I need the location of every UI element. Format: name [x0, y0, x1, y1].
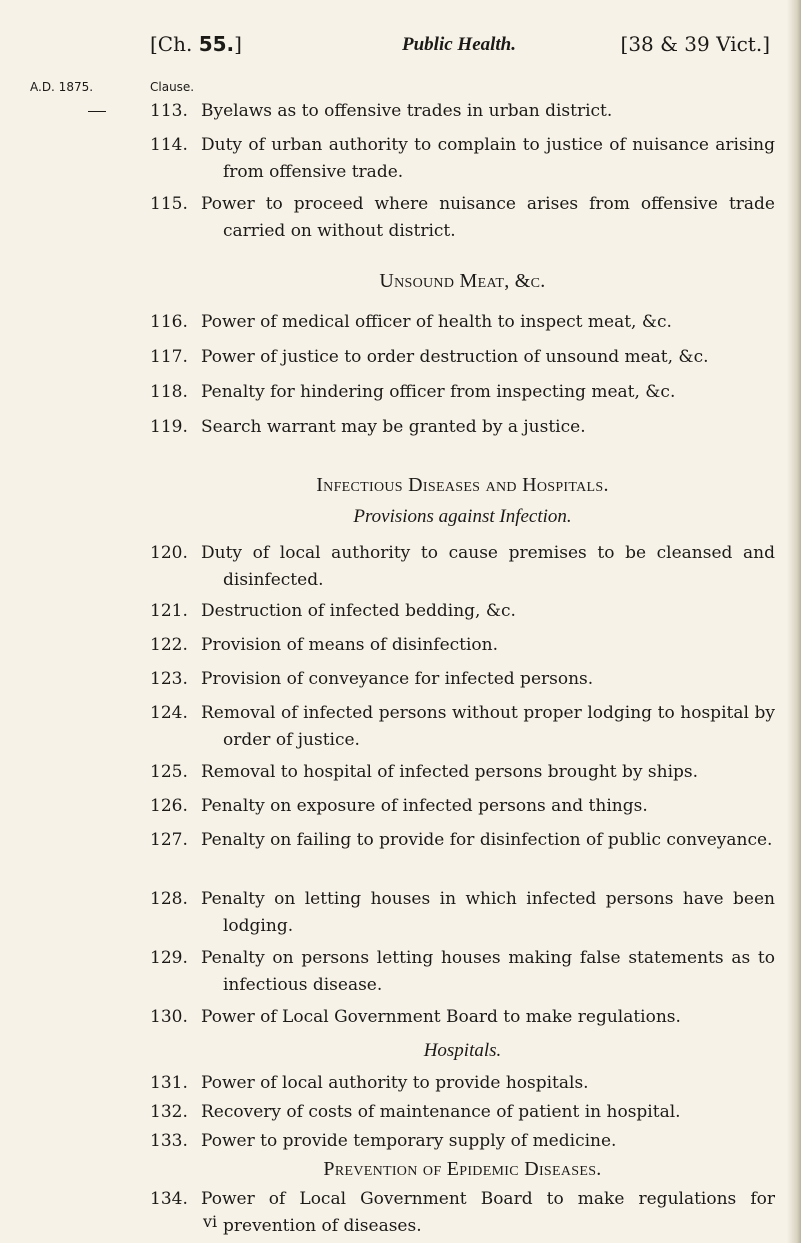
- clause-entry: [150, 1004, 775, 1031]
- clause-text: Power of justice to order destruction of unsound meat, &c.: [201, 347, 709, 367]
- clause-text: Search warrant may be granted by a justice.: [201, 417, 586, 437]
- clause-text: Power to provide temporary supply of medicine.: [201, 1131, 617, 1151]
- clause-entry: [150, 1099, 775, 1126]
- clause-column-label: Clause.: [150, 80, 195, 94]
- clause-number: 134.: [150, 1189, 188, 1209]
- clause-text: Penalty on persons letting houses making false statements as to infectious disease.: [201, 948, 775, 995]
- clause-entry: [150, 1128, 775, 1155]
- section-heading: Prevention of Epidemic Diseases.: [323, 1158, 602, 1180]
- clause-text: Power of medical officer of health to inspect meat, &c.: [201, 312, 672, 332]
- clause-text: Power to proceed where nuisance arises from offensive trade carried on without district.: [201, 194, 775, 241]
- section-subheading: Hospitals.: [423, 1040, 502, 1061]
- clause-text: Duty of local authority to cause premises to be cleansed and disinfected.: [201, 543, 775, 590]
- clause-number: 113.: [150, 101, 188, 121]
- section-heading: Infectious Diseases and Hospitals.: [316, 474, 609, 496]
- clause-text: Duty of urban authority to complain to justice of nuisance arising from offensive trade.: [201, 135, 775, 182]
- section-heading: Unsound Meat, &c.: [379, 270, 546, 292]
- clause-number: 128.: [150, 889, 188, 909]
- clause-entry: [150, 827, 775, 854]
- clause-number: 123.: [150, 669, 188, 689]
- clause-entry: [150, 540, 775, 594]
- clause-number: 132.: [150, 1102, 188, 1122]
- clause-entry: [150, 700, 775, 754]
- clause-number: 126.: [150, 796, 188, 816]
- clause-text: Byelaws as to offensive trades in urban district.: [201, 101, 613, 121]
- clause-entry: [150, 98, 775, 125]
- clause-entry: [150, 759, 775, 786]
- clause-entry: [150, 379, 775, 406]
- clause-text: Provision of means of disinfection.: [201, 635, 499, 655]
- clause-number: 129.: [150, 948, 188, 968]
- clause-number: 115.: [150, 194, 188, 214]
- clause-number: 124.: [150, 703, 188, 723]
- page-folio: vi: [203, 1212, 218, 1231]
- clause-text: Power of local authority to provide hospitals.: [201, 1073, 589, 1093]
- clause-text: Removal of infected persons without proper lodging to hospital by order of justice.: [201, 703, 775, 750]
- clause-entry: [150, 414, 775, 441]
- clause-entry: [150, 886, 775, 940]
- chapter-ref: [Ch. 55.]: [150, 32, 242, 56]
- regnal-year: [38 & 39 Vict.]: [620, 32, 770, 56]
- act-title: Public Health.: [402, 34, 516, 55]
- page-edge-shadow: [787, 0, 801, 1243]
- clause-number: 114.: [150, 135, 188, 155]
- clause-number: 118.: [150, 382, 188, 402]
- clause-text: Removal to hospital of infected persons brought by ships.: [201, 762, 699, 782]
- clause-number: 119.: [150, 417, 188, 437]
- section-subheading: Provisions against Infection.: [353, 506, 572, 527]
- clause-entry: [150, 344, 775, 371]
- clause-entry: [150, 309, 775, 336]
- clause-text: Penalty on failing to provide for disinfection of public conveyance.: [201, 830, 773, 850]
- clause-text: Power of Local Government Board to make regulations.: [201, 1007, 681, 1027]
- clause-number: 116.: [150, 312, 188, 332]
- clause-entry: [150, 1070, 775, 1097]
- clause-entry: [150, 598, 775, 625]
- clause-number: 122.: [150, 635, 188, 655]
- clause-number: 125.: [150, 762, 188, 782]
- clause-text: Penalty on exposure of infected persons and things.: [201, 796, 648, 816]
- clause-entry: [150, 666, 775, 693]
- clause-number: 131.: [150, 1073, 188, 1093]
- clause-number: 121.: [150, 601, 188, 621]
- clause-entry: [150, 632, 775, 659]
- clause-entry: [150, 191, 775, 245]
- clause-text: Provision of conveyance for infected persons.: [201, 669, 594, 689]
- clause-entry: [150, 132, 775, 186]
- clause-entry: [150, 945, 775, 999]
- clause-entry: [150, 793, 775, 820]
- clause-number: 130.: [150, 1007, 188, 1027]
- clause-text: Penalty on letting houses in which infected persons have been lodging.: [201, 889, 775, 936]
- margin-dash: [88, 111, 106, 112]
- clause-number: 117.: [150, 347, 188, 367]
- clause-number: 120.: [150, 543, 188, 563]
- clause-number: 133.: [150, 1131, 188, 1151]
- clause-number: 127.: [150, 830, 188, 850]
- margin-year: A.D. 1875.: [30, 80, 94, 94]
- clause-text: Penalty for hindering officer from inspecting meat, &c.: [201, 382, 676, 402]
- clause-text: Recovery of costs of maintenance of patient in hospital.: [201, 1102, 681, 1122]
- clause-text: Destruction of infected bedding, &c.: [201, 601, 516, 621]
- running-header: [150, 32, 770, 64]
